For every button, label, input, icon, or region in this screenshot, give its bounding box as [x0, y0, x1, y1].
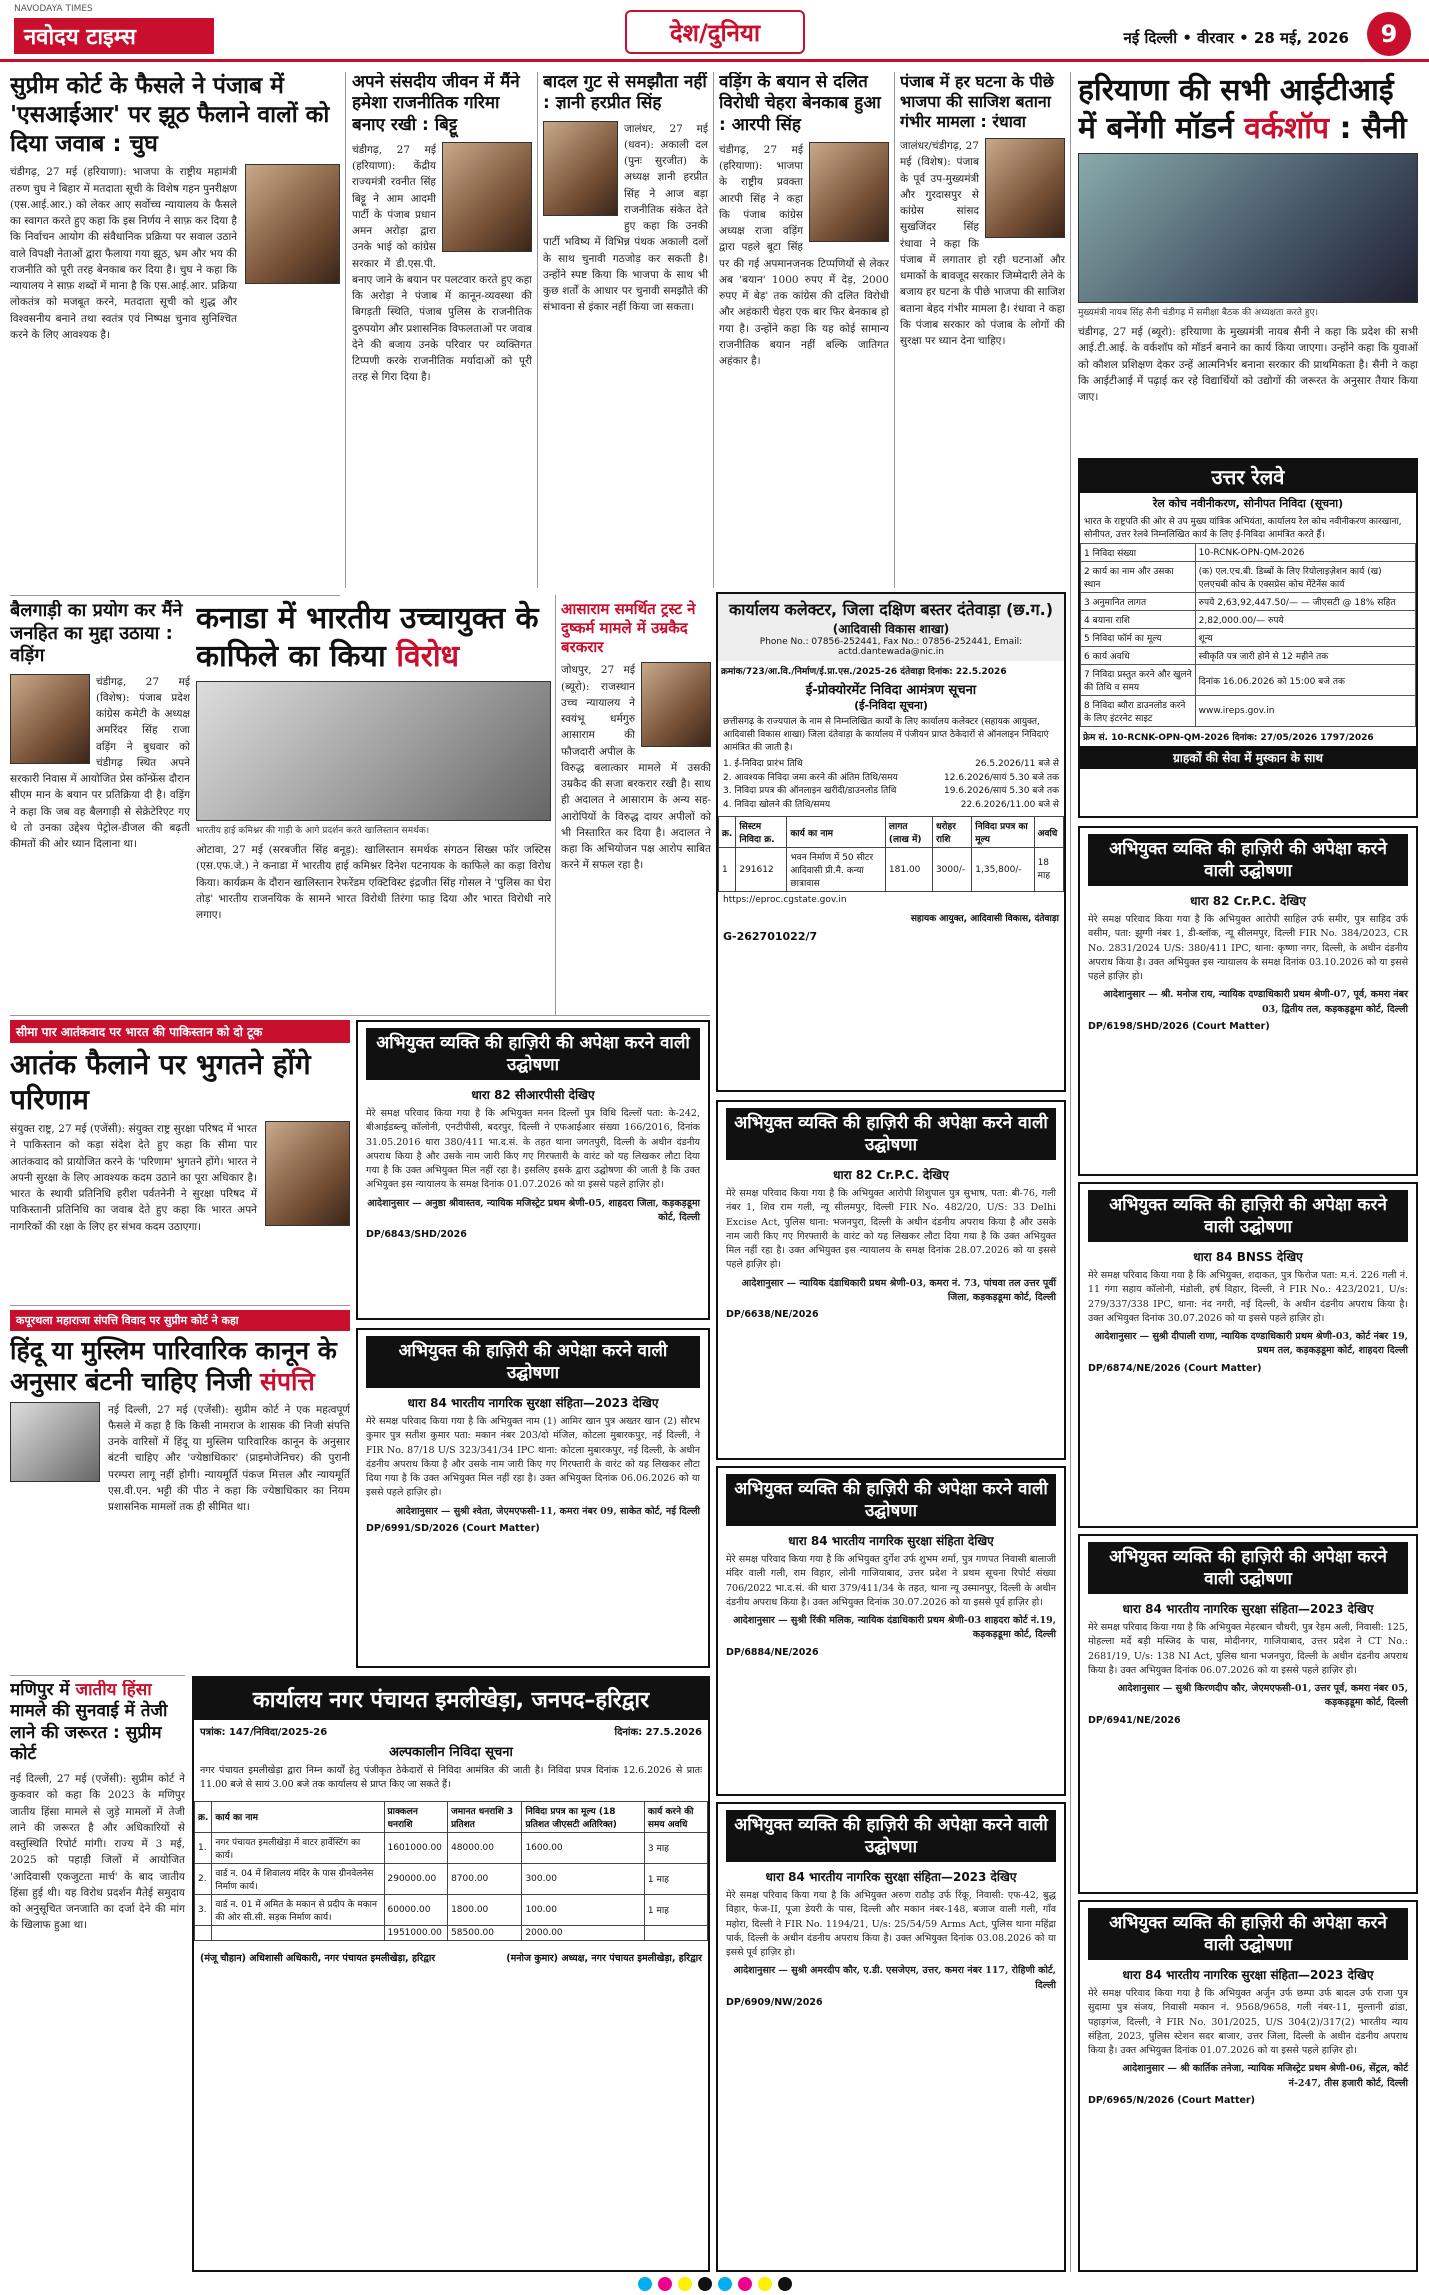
notice-title: अभियुक्त व्यक्ति की हाज़िरी की अपेक्षा करने वाली उद्घोषणा [726, 1810, 1056, 1862]
notice-text: मेरे समक्ष परिवाद किया गया है कि अभियुक्त दुर्गेश उर्फ शुभम शर्मा, पुत्र गणपत निवासी बालाजी मंदिर वाली गली, राम विहार, लोनी गाजियाबाद, उत्तर प्रदेश ने प्रथम सूचना रिपोर्ट संख्या 706/2022 भा.द.सं. की धारा 379/411/34 के तहत, थाना न्यू उस्मानपुर, दिल्ली के अधीन दंडनीय अपराध किया है। उक्त अभियुक्त दिनांक 30.07.2026 को या इससे पूर्व हाज़िर हो। [726, 1554, 1056, 1608]
tender-ref: क्रमांक/723/आ.वि./निर्माण/ई.प्रा.एस./2025-26 दंतेवाड़ा दिनांक: 22.5.2026 [721, 667, 1007, 677]
article-body: ओटावा, 27 मई (सरबजीत सिंह बनूड़): खालिस्तान समर्थक संगठन सिख्स फॉर जस्टिस (एस.एफ.जे.) ने कनाडा में भारतीय हाई कमिश्नर दिनेश पटनायक के काफिले का कड़ा विरोध किया। कार्यक्रम के दौरान खालिस्तान रेफरेंडम एक्टिविस्ट इंद्रजीत सिंह गोसल ने 'पुलिस का घेरा तोड़' भारतीय राजनयिक के सामने भारत विरोधी तिरंगा फाड़ दिया और भारत विरोधी नारे लगाए। [196, 844, 551, 922]
article-kapurthala [10, 1310, 350, 1670]
table-cell-value: स्वीकृति पत्र जारी होने से 12 महीने तक [1195, 647, 1415, 665]
proclamation-notice [716, 1100, 1066, 1460]
article-headline: आतंक फैलाने पर भुगतने होंगे परिणाम [10, 1048, 311, 1116]
person-photo [985, 138, 1065, 238]
article-kicker: सीमा पार आतंकवाद पर भारत की पाकिस्तान को दो टूक [10, 1020, 350, 1043]
table-cell: 2. [195, 1863, 212, 1894]
tender-heading: ई-प्रोक्योरमेंट निविदा आमंत्रण सूचना [805, 683, 977, 698]
table-header: सिस्टम निविदा क्र. [736, 817, 787, 848]
tender-intro: नगर पंचायत इमलीखेड़ा द्वारा निम्न कार्यों हेतु पंजीकृत ठेकेदारों से निविदा आमंत्रित की जाती है। निविदा प्रपत्र दिनांक 12.6.2026 से प्रातः 11.00 बजे से सायं 3.00 बजे तक कार्यालय से प्राप्त किए जा सकते हैं। [200, 1765, 702, 1791]
print-registration-marks [0, 2273, 1429, 2295]
article-headline: मणिपुर में जातीय हिंसा मामले की सुनवाई में तेजी लाने की जरूरत : सुप्रीम कोर्ट [10, 1680, 168, 1764]
proclamation-notice [716, 1466, 1066, 1796]
notice-text: मेरे समक्ष परिवाद किया गया है कि अभियुक्त नाम (1) आमिर खान पुत्र अख्तर खान (2) सौरभ कुमार पुत्र सतीश कुमार पता: मकान नंबर 203/दो मंजिल, कोटला मुबारकपुर, नई दिल्ली, ने FIR No. 87/18 U/S 323/341/34 IPC थाना: कोटला मुबारकपुर, नई दिल्ली, के अधीन दंडनीय अपराध किया है और उसके नाम जारी किए गए गिरफ्तारी के वारंट को यह लिखकर लौटा दिया गया है कि उक्त अभियुक्त मिल नहीं रहा है। उक्त अभियुक्त दिनांक 06.06.2026 को या इससे पहले हाज़िर हो। [366, 1416, 700, 1499]
table-row [1081, 562, 1416, 593]
notice-section: धारा 82 सीआरपीसी देखिए [471, 1088, 595, 1103]
table-cell-label: 3 अनुमानित लागत [1081, 593, 1196, 611]
table-cell: 1. [195, 1832, 212, 1863]
table-cell: 1601000.00 [384, 1832, 448, 1863]
table-header: कार्य का नाम [787, 817, 886, 848]
proclamation-notice [356, 1020, 710, 1320]
notice-ref: DP/6909/NW/2026 [726, 1996, 823, 2008]
table-cell: 3 माह [644, 1832, 707, 1863]
table-cell: 1800.00 [448, 1894, 522, 1925]
notice-text: मेरे समक्ष परिवाद किया गया है कि अभियुक्त आरोपी शिशुपाल पुत्र सुभाष, पता: बी-76, गली नंबर 1, शिव राम गली, न्यू सीलमपुर, दिल्ली FIR No. 482/20, U/S: 33 Delhi Excise Act, पुलिस थाना: भजनपुरा, दिल्ली के अधीन दंडनीय अपराध किया है और उसके नाम जारी किए गए गिरफ्तारी के वारंट को यह लिखकर लौटा दिया गया है कि उक्त अभियुक्त मिल नहीं रहा है। उक्त अभियुक्त इस न्यायालय के समक्ष दिनांक 28.07.2026 को या इससे पहले हाज़िर हो। [726, 1188, 1056, 1271]
table-header: निविदा प्रपत्र का मूल्य [972, 817, 1034, 848]
notice-text: मेरे समक्ष परिवाद किया गया है कि अभियुक्त अर्जुन उर्फ छम्पा उर्फ बादल उर्फ राजा पुत्र सुदामा पुत्र संजय, निवासी मकान नं. 9568/9658, गली नंबर-11, मुल्तानी ढांडा, पहाड़गंज, दिल्ली, ने FIR No. 301/2025, U/S 304(2)/317(2) भारतीय न्याय संहिता, 2023, पुलिस स्टेशन सदर बाजार, उत्तर जिला, दिल्ली के अधीन दंडनीय अपराध किया है। उक्त अभियुक्त दिनांक 01.07.2026 को या इससे पहले हाज़िर हो। [1088, 1988, 1408, 2057]
table-row [719, 848, 1064, 892]
schedule-item [723, 785, 1059, 799]
notice-order: आदेशानुसार — सुश्री अमरदीप कौर, ए.डी. एसजेएम, उत्तर, कमरा नंबर 117, रोहिणी कोर्ट, दिल्ली [733, 1965, 1056, 1991]
article-harpreet [543, 72, 708, 472]
person-photo [442, 142, 532, 252]
table-header: कार्य का नाम [212, 1801, 384, 1832]
table-cell: 58500.00 [448, 1925, 522, 1940]
notice-title: अभियुक्त व्यक्ति की हाज़िरी की अपेक्षा करने वाली उद्घोषणा [366, 1028, 700, 1080]
article-body: नई दिल्ली, 27 मई (एजेंसी): सुप्रीम कोर्ट ने कुकवार को कहा कि 2023 के मणिपुर जातीय हिंसा मामले से जुड़े मामलों में तेजी लाने की जरूरत है और अधिकारियों से वस्तुस्थिति रिपोर्ट मांगी। राज्य में 3 मई, 2025 को पहाड़ी जिलों में आयोजित 'आदिवासी एकजुटता मार्च' के बाद जातीय हिंसा हुई थी। यह विरोध प्रदर्शन मैतेई समुदाय को अनुसूचित जनजाति का दर्जा देने की मांग के खिलाफ हुआ था। [10, 1773, 185, 1932]
tender-date: दिनांक: 27.5.2026 [614, 1727, 702, 1738]
proclamation-notice [1078, 1182, 1418, 1528]
table-cell: वार्ड न. 01 में अमित के मकान से प्रदीप के मकान की ओर सी.सी. सड़क निर्माण कार्य। [212, 1894, 384, 1925]
notice-section: धारा 82 Cr.P.C. देखिए [1190, 894, 1306, 909]
tender-signatory: सहायक आयुक्त, आदिवासी विकास, दंतेवाड़ा [910, 914, 1059, 925]
table-row [1081, 593, 1416, 611]
proclamation-notice [1078, 826, 1418, 1176]
notice-title: अभियुक्त व्यक्ति की हाज़िरी की अपेक्षा करने वाली उद्घोषणा [1088, 1908, 1408, 1960]
table-row [1081, 629, 1416, 647]
photo-caption: भारतीय हाई कमिश्नर की गाड़ी के आगे प्रदर्शन करते खालिस्तान समर्थक। [196, 826, 430, 836]
person-photo [641, 662, 711, 747]
article-saini [1078, 72, 1418, 452]
article-body: संयुक्त राष्ट्र, 27 मई (एजेंसी): संयुक्त राष्ट्र सुरक्षा परिषद में भारत ने पाकिस्तान को कड़ा संदेश देते हुए कहा कि सीमा पार आतंकवाद को प्रायोजित करने के 'परिणाम' भुगतने होंगे। भारत ने अपनी सुरक्षा के लिए आवश्यक कदम उठाने का पूरा अधिकार है। भारत के स्थायी प्रतिनिधि हरीश पर्वतनेनी ने सुरक्षा परिषद में पाकिस्तानी प्रतिनिधि का जवाब देते हुए कहा कि भारत अपने नागरिकों की रक्षा के लिए हर संभव कदम उठाएगा। [10, 1123, 257, 1233]
article-randhawa [900, 72, 1065, 588]
article-body: जालंधर/चंडीगढ़, 27 मई (विशेष): पंजाब के पूर्व उप-मुख्यमंत्री और गुरदासपुर से कांग्रेस सांसद सुखजिंदर सिंह रंधावा ने कहा कि पंजाब में लगातार हो रही घटनाओं और धमाकों के बावजूद सरकार जिम्मेदारी लेने के बजाय हर घटना के पीछे भाजपा की साजिश बताना बेहद गंभीर मामला है। रंधावा ने कहा कि पंजाब सरकार को पंजाब के लोगों की सुरक्षा पर ध्यान देना चाहिए। [900, 140, 1065, 348]
notice-ref: DP/6884/NE/2026 [726, 1646, 819, 1658]
table-cell-value: शून्य [1195, 629, 1415, 647]
table-cell: 8700.00 [448, 1863, 522, 1894]
table-header: निविदा प्रपत्र का मूल्य (18 प्रतिशत जीएसटी अतिरिक्त) [522, 1801, 644, 1832]
table-row [195, 1894, 708, 1925]
tender-title: कार्यालय नगर पंचायत इमलीखेड़ा, जनपद–हरिद्वार [194, 1678, 708, 1720]
railway-ref: फ्रेम सं. 10-RCNK-OPN-QM-2026 दिनांक: 27/05/2026 1797/2026 [1083, 733, 1374, 744]
notice-text: मेरे समक्ष परिवाद किया गया है कि अभियुक्त मनन दिल्लों पुत्र विधि दिल्लों पता: के-242, बीआईडब्ल्यू कॉलोनी, एनटीपीसी, बदरपुर, दिल्ली ने एफआईआर संख्या 166/2016, दिनांक 31.05.2016 धारा 380/411 भा.द.सं. के तहत थाना जगतपुरी, दिल्ली के अधीन दंडनीय अपराध किया है और उसके नाम जारी किए गए गिरफ्तारी के वारंट को यह लिखकर लौटा दिया गया है कि उक्त अभियुक्त मिल नहीं रहा है। इसलिए इसके द्वारा उद्घोषणा की जाती है कि उक्त अभियुक्त इस न्यायालय के समक्ष दिनांक 01.07.2026 को या इससे पहले हाज़िर हो। [366, 1108, 700, 1191]
table-cell: 290000.00 [384, 1863, 448, 1894]
article-headline: पंजाब में हर घटना के पीछे भाजपा की साजिश बताना गंभीर मामला : रंधावा [900, 72, 1054, 131]
notice-title: अभियुक्त व्यक्ति की हाज़िरी की अपेक्षा करने वाली उद्घोषणा [726, 1474, 1056, 1526]
railway-slogan: ग्राहकों की सेवा में मुस्कान के साथ [1080, 746, 1416, 769]
person-photo [809, 142, 889, 242]
schedule-item [723, 799, 1059, 813]
table-cell-label: 1 निविदा संख्या [1081, 544, 1196, 562]
table-cell-value: रुपये 2,63,92,447.50/— — जीएसटी @ 18% सहित [1195, 593, 1415, 611]
table-row [1081, 611, 1416, 629]
tender-heading-sub: (ई-निविदा सूचना) [854, 699, 928, 712]
notice-order: आदेशानुसार — सुश्री श्वेता, जेएमएफसी-11, कमरा नंबर 09, साकेत कोर्ट, नई दिल्ली [395, 1505, 700, 1517]
article-headline: हरियाणा की सभी आईटीआई में बनेंगी मॉडर्न वर्कशॉप : सैनी [1078, 73, 1407, 146]
notice-ref: DP/6941/NE/2026 [1088, 1714, 1181, 1726]
table-cell [195, 1925, 212, 1940]
notice-ref: DP/6874/NE/2026 (Court Matter) [1088, 1362, 1262, 1374]
person-photo [543, 121, 618, 216]
table-cell: 1951000.00 [384, 1925, 448, 1940]
article-headline: हिंदू या मुस्लिम पारिवारिक कानून के अनुसार बंटनी चाहिए निजी संपत्ति [10, 1336, 337, 1397]
article-manipur [10, 1680, 185, 2270]
article-body: जालंधर, 27 मई (धवन): अकाली दल (पुनः सुरजीत) के अध्यक्ष ज्ञानी हरप्रीत सिंह ने आज बड़ा राजनीतिक संकेत देते हुए कहा कि उनकी पार्टी भविष्य में विभिन्न पंथक अकाली दलों के साथ चुनावी गठजोड़ कर सकती है। उन्होंने स्पष्ट किया कि भाजपा के साथ भी कुछ शर्तों के आधार पर चुनावी समझौते की संभावना से इंकार नहीं किया जा सकता। [543, 122, 708, 314]
table-header: कार्य करने की समय अवधि [644, 1801, 707, 1832]
table-cell: 100.00 [522, 1894, 644, 1925]
schedule-item [723, 772, 1059, 786]
article-un [10, 1020, 350, 1300]
article-body: चंडीगढ़, 27 मई (विशेष): पंजाब प्रदेश कांग्रेस कमेटी के अध्यक्ष अमरिंदर सिंह राजा वड़िंग ने बुधवार को चंडीगढ़ स्थित अपने सरकारी निवास में आयोजित प्रेस कॉन्फ्रेंस दौरान सीएम मान के बयान पर प्रतिक्रिया दी है। वड़िंग ने कहा कि जब वह बैलगाड़ी से सेक्रेटेरिएट गए थे तो उनका उद्देश्य पेट्रोल-डीजल की बढ़ती कीमतों की ओर ध्यान दिलाना था। [10, 675, 190, 851]
article-body: जोधपुर, 27 मई (ब्यूरो): राजस्थान उच्च न्यायालय ने स्वयंभू धर्मगुरु आसाराम की फौजदारी अपील के विरुद्ध बलात्कार मामले में उसकी उम्रकैद की सजा बरकरार रखी है। साथ ही अदालत ने आसाराम के अन्य सह-आरोपियों के विरुद्ध दायर अपीलों को भी निस्तारित कर दिया है। अदालत ने कहा कि अभियोजन पक्ष आरोप साबित करने में सफल रहा है। [561, 664, 711, 872]
table-header: क्र. [195, 1801, 212, 1832]
notice-section: धारा 84 भारतीय नागरिक सुरक्षा संहिता—2023 देखिए [407, 1396, 659, 1411]
notice-order: आदेशानुसार — सुश्री किरणदीप कौर, जेएमएफसी-01, उत्तर पूर्व, कमरा नंबर 05, कड़कड़डूमा कोर्ट, दिल्ली [1117, 1683, 1408, 1709]
table-header: क्र. [719, 817, 736, 848]
meeting-photo [1078, 153, 1418, 303]
table-cell: 1 [719, 848, 736, 892]
table-row [195, 1863, 708, 1894]
table-header: लागत (लाख में) [885, 817, 932, 848]
table-cell: 1600.00 [522, 1832, 644, 1863]
table-cell: 3000/- [932, 848, 971, 892]
person-photo [245, 164, 340, 284]
schedule-value: 19.6.2026/सायं 5.30 बजे तक [944, 786, 1059, 797]
article-headline: वड़िंग के बयान से दलित विरोधी चेहरा बेनकाब हुआ : आरपी सिंह [719, 72, 881, 135]
schedule-label: 3. निविदा प्रपत्र की ऑनलाइन खरीदी/डाउनलोड तिथि [723, 786, 897, 797]
schedule-value: 12.6.2026/सायं 5.30 बजे तक [944, 772, 1059, 783]
schedule-value: 22.6.2026/11.00 बजे से [960, 799, 1059, 810]
section-title: देश/दुनिया [625, 10, 805, 54]
table-cell: 18 माह [1034, 848, 1063, 892]
notice-order: आदेशानुसार — न्यायिक दंडाधिकारी प्रथम श्रेणी-03, कमरा नं. 73, पांचवा तल उत्तर पूर्वी जिला, कड़कड़डूमा कोर्ट, दिल्ली [741, 1277, 1056, 1303]
schedule-label: 4. निविदा खोलने की तिथि/समय [723, 799, 831, 810]
article-body: चंडीगढ़, 27 मई (ब्यूरो): हरियाणा के मुख्यमंत्री नायब सैनी ने कहा कि प्रदेश की सभी आई.टी.आई. के वर्कशॉप को मॉडर्न बनाने का कार्य किया जाएगा। उन्होंने कहा कि युवाओं को कौशल प्रशिक्षण देकर उन्हें आत्मनिर्भर बनाना सरकार की प्राथमिकता है। सैनी ने कहा कि आईटीआई में पढ़ाई कर रहे विद्यार्थियों को उद्योगों की जरूरत के अनुसार तैयार किया जाए। [1078, 326, 1418, 404]
table-cell: 1,35,800/- [972, 848, 1034, 892]
article-body: चंडीगढ़, 27 मई (हरियाणा): भाजपा के राष्ट्रीय प्रवक्ता आरपी सिंह ने कहा कि पंजाब कांग्रेस अध्यक्ष राजा वड़िंग द्वारा पहले बूटा सिंह पर की गई अपमानजनक टिप्पणियों से लेकर अब 'बयान' 1000 रुपए में देड़, 2000 रुपए में बेड़' तक कांग्रेस की दलित विरोधी और अहंकारी चेहरा एक बार फिर बेनकाब हो गया है। उन्होंने कहा कि यह कोई सामान्य राजनीतिक बयान नहीं बल्कि जातिगत अहंकार है। [719, 143, 889, 368]
proclamation-notice [716, 1802, 1066, 2272]
table-cell-value: www.ireps.gov.in [1195, 696, 1415, 727]
article-canada [196, 600, 551, 1010]
masthead [0, 0, 1429, 62]
tender-heading: अल्पकालीन निविदा सूचना [389, 1745, 513, 1760]
notice-section: धारा 84 भारतीय नागरिक सुरक्षा संहिता देखिए [788, 1534, 994, 1549]
tender-table [718, 816, 1064, 892]
tender-intro: छत्तीसगढ़ के राज्यपाल के नाम से निम्नलिखित कार्यों के लिए कार्यालय कलेक्टर (सहायक आयुक्त, आदिवासी विकास शाखा) जिला दंतेवाड़ा के कार्यालय में पंजीयन प्राप्त ठेकेदारों से ऑनलाइन निविदाएं आमंत्रित की जाती है। [723, 717, 1049, 754]
railway-intro: भारत के राष्ट्रपति की ओर से उप मुख्य यांत्रिक अभियंता, कार्यालय रेल कोच नवीनीकरण कारखाना, सोनीपत, उत्तर रेलवे निम्नलिखित कार्य के लिए ई-निविदा आमंत्रित करते हैं। [1084, 517, 1402, 540]
table-cell: 291612 [736, 848, 787, 892]
table-cell: वार्ड न. 04 में शिवालय मंदिर के पास ग्रीनवेलनेस निर्माण कार्य। [212, 1863, 384, 1894]
notice-order: आदेशानुसार — सुश्री रिंकी मलिक, न्यायिक दंडाधिकारी प्रथम श्रेणी-03 शाहदरा कोर्ट नं.19, कड़कड़डूमा कोर्ट, दिल्ली [733, 1615, 1056, 1641]
photo-caption: मुख्यमंत्री नायब सिंह सैनी चंडीगढ़ में समीक्षा बैठक की अध्यक्षता करते हुए। [1078, 308, 1319, 318]
table-row [195, 1832, 708, 1863]
proclamation-notice [1078, 1900, 1418, 2272]
schedule-value: 26.5.2026/11 बजे से [975, 759, 1059, 770]
notice-section: धारा 84 BNSS देखिए [1193, 1250, 1303, 1265]
proclamation-notice [356, 1328, 710, 1668]
notice-ref: DP/6965/N/2026 (Court Matter) [1088, 2094, 1255, 2106]
person-photo [10, 674, 90, 764]
newspaper-logo: नवोदय टाइम्स [14, 18, 214, 54]
tender-imlikhera [192, 1676, 710, 2272]
person-photo [265, 1121, 350, 1226]
tender-code: G-262701022/7 [723, 930, 818, 944]
tender-url[interactable]: https://eproc.cgstate.gov.in [723, 895, 847, 906]
table-cell: भवन निर्माण में 50 सीटर आदिवासी प्री.मै. कन्या छात्रावास [787, 848, 886, 892]
article-body: नई दिल्ली, 27 मई (एजेंसी): सुप्रीम कोर्ट ने एक महत्वपूर्ण फैसले में कहा है कि किसी नामराज के शासक की निजी संपत्ति उनके वारिसों में हिंदू या मुस्लिम पारिवारिक कानून के अनुसार बंटनी चाहिए और 'ज्येष्ठाधिकार' (प्राइमोजेनिचर) की पुरानी परम्परा लागू नहीं होगी। न्यायमूर्ति पंकज मित्तल और न्यायमूर्ति एस.वी.एन. भट्टी की पीठ ने कहा कि ज्येष्ठाधिकार का नियम प्रशासनिक मामलों तक ही सीमित था। [108, 1403, 350, 1514]
notice-text: मेरे समक्ष परिवाद किया गया है कि अभियुक्त अरुण राठौड़ उर्फ रिंकू, निवासी: एफ-42, बुद्ध विहार, फेज-II, पूजा डेयरी के पास, दिल्ली और मकान नंबर-148, बजाज वाली गली, गाँव महोरा, दिल्ली ने FIR No. 1194/21, U/s: 25/54/59 Arms Act, पुलिस थाना महिंद्रा पार्क, दिल्ली के अधीन दंडनीय अपराध किया है। उक्त अभियुक्त दिनांक 03.08.2026 को या इससे पूर्व हाज़िर हो। [726, 1890, 1056, 1959]
article-headline: बादल गुट से समझौता नहीं : ज्ञानी हरप्रीत सिंह [543, 72, 707, 114]
notice-ref: DP/6198/SHD/2026 (Court Matter) [1088, 1020, 1270, 1032]
notice-order: आदेशानुसार — श्री कार्तिक तनेजा, न्यायिक मजिस्ट्रेट प्रथम श्रेणी-06, सेंट्रल, कोर्ट नं-247, तीस हजारी कोर्ट, दिल्ली [1122, 2063, 1408, 2089]
tender-schedule [718, 758, 1064, 812]
table-cell [644, 1925, 707, 1940]
notice-text: मेरे समक्ष परिवाद किया गया है कि अभियुक्त आरोपी साहिल उर्फ समीर, पुत्र साहिद उर्फ वसीम, पता: झुग्गी नंबर 1, डी-ब्लॉक, न्यू सीलमपुर, दिल्ली FIR No. 384/2023, CR No. 2831/2024 U/S: 380/411 IPC, थाना: कृष्णा नगर, दिल्ली, के अधीन दंडनीय अपराध किया है। उक्त अभियुक्त इस न्यायालय के समक्ष दिनांक 03.10.2026 को या इससे पहले हाज़िर हो। [1088, 914, 1408, 983]
table-cell-label: 6 कार्य अवधि [1081, 647, 1196, 665]
table-row [1081, 544, 1416, 562]
table-cell: नगर पंचायत इमलीखेड़ा में वाटर हार्वेस्टिंग का कार्य। [212, 1832, 384, 1863]
table-cell: 2000.00 [522, 1925, 644, 1940]
notice-section: धारा 84 भारतीय नागरिक सुरक्षा संहिता—2023 देखिए [765, 1870, 1017, 1885]
notice-title: अभियुक्त व्यक्ति की हाज़िरी की अपेक्षा करने वाली उद्घोषणा [1088, 834, 1408, 886]
notice-section: धारा 84 भारतीय नागरिक सुरक्षा संहिता—2023 देखिए [1122, 1968, 1374, 1983]
table-header: धरोहर राशि [932, 817, 971, 848]
table-header: अवधि [1034, 817, 1063, 848]
protest-photo [196, 681, 551, 821]
article-kicker: कपूरथला महाराजा संपत्ति विवाद पर सुप्रीम कोर्ट ने कहा [10, 1310, 350, 1331]
table-cell: 1 माह [644, 1863, 707, 1894]
article-body: चंडीगढ़, 27 मई (हरियाणा): केंद्रीय राज्यमंत्री रवनीत सिंह बिट्टू ने आम आदमी पार्टी के पंजाब प्रधान अमन अरोड़ा द्वारा उनके भाई को कांग्रेस सरकार में डी.एस.पी. बनाए जाने के बयान पर पलटवार करते हुए कहा कि अरोड़ा ने पंजाब में कानून-व्यवस्था की बिगड़ती स्थिति, पंजाब पुलिस के राजनीतिक दुरुपयोग और प्रशासनिक विफलताओं पर जवाब देने की बजाय उनके परिवार पर व्यक्तिगत टिप्पणी करके राजनीतिक मर्यादाओं को पूरी तरह से गिरा दिया है। [352, 143, 532, 384]
table-row [1081, 665, 1416, 696]
schedule-label: 1. ई-निविदा प्रारंभ तिथि [723, 759, 803, 770]
table-cell: 60000.00 [384, 1894, 448, 1925]
table-cell [212, 1925, 384, 1940]
notice-title: अभियुक्त व्यक्ति की हाज़िरी की अपेक्षा करने वाली उद्घोषणा [1088, 1190, 1408, 1242]
railway-subtitle: रेल कोच नवीनीकरण, सोनीपत निविदा (सूचना) [1152, 497, 1344, 510]
table-cell-value: 2,82,000.00/— रुपये [1195, 611, 1415, 629]
table-row [195, 1925, 708, 1940]
table-row [1081, 696, 1416, 727]
tender-dantewada [716, 592, 1066, 1092]
notice-ref: DP/6843/SHD/2026 [366, 1229, 467, 1241]
table-row [1081, 647, 1416, 665]
notice-text: मेरे समक्ष परिवाद किया गया है कि अभियुक्त, शदाकत, पुत्र फिरोज पता: म.नं. 226 गली नं. 11 गंगा सहाय कॉलोनी, मंडोली, हर्ष विहार, दिल्ली, ने FIR No.: 423/2021, U/s: 279/337/338 IPC, थाना: नंद नगरी, नई दिल्ली, के अधीन दंडनीय अपराध किया है। उक्त अभियुक्त दिनांक 30.07.2026 को या इससे पहले हाज़िर हो। [1088, 1270, 1408, 1324]
notice-section: धारा 84 भारतीय नागरिक सुरक्षा संहिता—2023 देखिए [1122, 1602, 1374, 1617]
article-asaram [561, 600, 711, 1010]
tender-title: कार्यालय कलेक्टर, जिला दक्षिण बस्तर दंतेवाड़ा (छ.ग.) [728, 600, 1054, 619]
table-cell-value: 10-RCNK-OPN-QM-2026 [1195, 544, 1415, 562]
article-headline: आसाराम समर्थित ट्रस्ट ने दुष्कर्म मामले में उम्रकैद बरकरार [561, 600, 696, 656]
table-cell-value: (क) एल.एच.बी. डिब्बों के लिए रियोलाइज़ेशन कार्य (ख) एलएचबी कोच के एक्सप्रेस कोच मेंटेनेंस कार्य [1195, 562, 1415, 593]
article-headline: बैलगाड़ी का प्रयोग कर मैंने जनहित का मुद्दा उठाया : वड़िंग [10, 600, 183, 666]
article-body: चंडीगढ़, 27 मई (हरियाणा): भाजपा के राष्ट्रीय महामंत्री तरुण चुघ ने बिहार में मतदाता सूची के विशेष गहन पुनरीक्षण (एस.आई.आर.) को लेकर आए सर्वोच्च न्यायालय के फैसले का स्वागत करते हुए कहा कि इस निर्णय ने साफ़ कर दिया है कि निर्वाचन आयोग की संवैधानिक प्रक्रिया पर सवाल उठाने वाले विपक्षी नेताओं द्वारा फैलाया गया झूठ, भ्रम और भय की राजनीति को पूरी तरह बेनकाब कर दिया है। चुघ ने कहा कि न्यायालय ने साफ़ शब्दों में माना है कि एस.आई.आर. प्रक्रिया लोकतंत्र को मजबूत करने, मतदाता सूची को शुद्ध और विश्वसनीय बनाने तथा स्वतंत्र एवं निष्पक्ष चुनाव सुनिश्चित करने के लिए आवश्यक है। [10, 166, 237, 341]
article-headline: सुप्रीम कोर्ट के फैसले ने पंजाब में 'एसआईआर' पर झूठ फैलाने वालों को दिया जवाब : चुघ [10, 73, 330, 157]
railway-tender [1078, 458, 1418, 818]
notice-order: आदेशानुसार — सुश्री दीपाली राणा, न्यायिक दण्डाधिकारी प्रथम श्रेणी-03, कोर्ट नंबर 19, प्रथम तल, कड़कड़डूमा कोर्ट, शाहदरा दिल्ली [1094, 1331, 1408, 1357]
table-cell: 48000.00 [448, 1832, 522, 1863]
table-cell: 3. [195, 1894, 212, 1925]
table-cell-label: 2 कार्य का नाम और उसका स्थान [1081, 562, 1196, 593]
notice-title: अभियुक्त की हाज़िरी की अपेक्षा करने वाली उद्घोषणा [366, 1336, 700, 1388]
edition-date: नई दिल्ली • वीरवार • 28 मई, 2026 [1123, 29, 1349, 47]
table-cell-label: 4 बयाना राशि [1081, 611, 1196, 629]
article-bittu [352, 72, 532, 588]
tender-contact: Phone No.: 07856-252441, Fax No.: 07856-252441, Email: actd.dantewada@nic.in [759, 637, 1023, 657]
table-cell: 1 माह [644, 1894, 707, 1925]
notice-title: अभियुक्त व्यक्ति की हाज़िरी की अपेक्षा करने वाली उद्घोषणा [1088, 1542, 1408, 1594]
notice-order: आदेशानुसार — अनुष्ठा श्रीवास्तव, न्यायिक मजिस्ट्रेट प्रथम श्रेणी-05, शाहदरा जिला, कड़कड़डूमा कोर्ट, दिल्ली [367, 1197, 700, 1223]
tender-sign-right: (मनोज कुमार) अध्यक्ष, नगर पंचायत इमलीखेड़ा, हरिद्वार [506, 1952, 702, 1964]
schedule-item [723, 758, 1059, 772]
supreme-court-photo [10, 1402, 100, 1482]
table-cell: 300.00 [522, 1863, 644, 1894]
table-cell: 181.00 [885, 848, 932, 892]
tender-sign-left: (मंजू चौहान) अधिशासी अधिकारी, नगर पंचायत इमलीखेड़ा, हरिद्वार [200, 1952, 436, 1964]
tender-table [194, 1801, 708, 1941]
table-cell-label: 7 निविदा प्रस्तुत करने और खुलने की तिथि व समय [1081, 665, 1196, 696]
proclamation-notice [1078, 1534, 1418, 1894]
table-header: प्राक्कलन धनराशि [384, 1801, 448, 1832]
article-chugh [10, 72, 340, 588]
article-rp-singh [719, 72, 889, 588]
tender-subtitle: (आदिवासी विकास शाखा) [832, 622, 950, 636]
article-warring [10, 600, 190, 1010]
notice-order: आदेशानुसार — श्री. मनोज राय, न्यायिक दण्डाधिकारी प्रथम श्रेणी-07, पूर्व, कमरा नंबर 03, द्वितीय तल, कड़कड़डूमा कोर्ट, दिल्ली [1103, 989, 1408, 1015]
notice-ref: DP/6638/NE/2026 [726, 1309, 819, 1321]
page-number: 9 [1367, 12, 1411, 56]
masthead-tag: NAVODAYA TIMES [14, 4, 93, 14]
notice-title: अभियुक्त व्यक्ति की हाज़िरी की अपेक्षा करने वाली उद्घोषणा [726, 1108, 1056, 1160]
table-cell-label: 8 निविदा ब्यौरा डाउनलोड करने के लिए इंटरनेट साइट [1081, 696, 1196, 727]
railway-title: उत्तर रेलवे [1080, 460, 1416, 493]
table-header: जमानत धनराशि 3 प्रतिशत [448, 1801, 522, 1832]
railway-table [1080, 543, 1416, 727]
schedule-label: 2. आवश्यक निविदा जमा करने की अंतिम तिथि/समय [723, 772, 898, 783]
table-cell-label: 5 निविदा फॉर्म का मूल्य [1081, 629, 1196, 647]
tender-patrank: पत्रांक: 147/निविदा/2025-26 [200, 1727, 328, 1738]
notice-text: मेरे समक्ष परिवाद किया गया है कि अभियुक्त मेहरबान चौधरी, पुत्र रेहम अली, निवासी: 125, मोहल्ला मर्दे बड़ी मस्जिद के पास, मोदीनगर, गाजियाबाद, उत्तर प्रदेश ने CT No.: 2681/19, U/s: 138 NI Act, पुलिस थाना भजनपुरा, दिल्ली के अधीन दंडनीय अपराध किया है। उक्त अभियुक्त दिनांक 06.07.2026 को या इससे पहले हाज़िर हो। [1088, 1622, 1408, 1676]
article-headline: अपने संसदीय जीवन में मैंने हमेशा राजनीतिक गरिमा बनाए रखी : बिट्टू [352, 72, 520, 135]
table-cell-value: दिनांक 16.06.2026 को 15:00 बजे तक [1195, 665, 1415, 696]
article-headline: कनाडा में भारतीय उच्चायुक्त के काफिले का किया विरोध [196, 601, 539, 674]
notice-section: धारा 82 Cr.P.C. देखिए [833, 1168, 949, 1183]
notice-ref: DP/6991/SD/2026 (Court Matter) [366, 1522, 540, 1534]
